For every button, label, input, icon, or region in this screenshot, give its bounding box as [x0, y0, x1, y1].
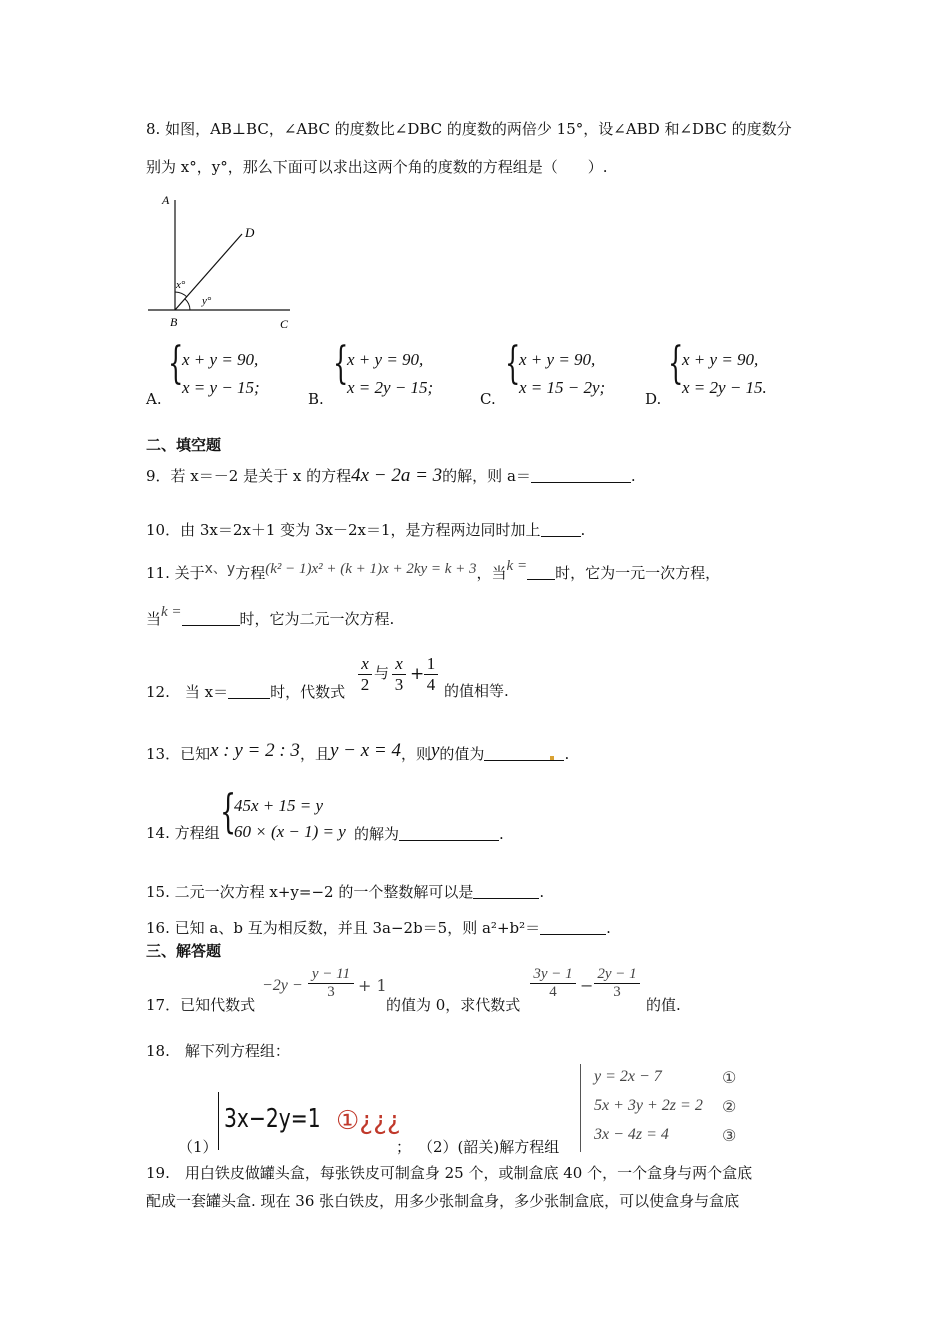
q9-blank: [531, 468, 631, 483]
q8-line1: 8. 如图，AB⊥BC，∠ABC 的度数比∠DBC 的度数的两倍少 15°，设∠ABD 和∠DBC 的度数分: [146, 120, 792, 138]
q18-title: 18. 解下列方程组：: [146, 1042, 290, 1060]
q13-blank: [484, 746, 564, 761]
q18-part1-brace: [218, 1092, 221, 1150]
q11-line1: 11. 关于x、y方程(k² − 1)x² + (k + 1)x + 2ky = k + 3，当k = 时，它为一元一次方程，: [146, 558, 721, 582]
angle-figure: [140, 192, 310, 332]
q17-frac3: $\frac{2y - 1}{3}$: [594, 966, 640, 1001]
q12-frac3: $\frac{1}{4}$: [424, 654, 438, 695]
q18-part1-mark: ①¿¿¿: [336, 1106, 401, 1136]
label-d: D: [245, 225, 255, 240]
option-d-label: D.: [645, 390, 662, 408]
q18-part2-label: （2）(韶关)解方程组: [418, 1138, 560, 1156]
q12-blank: [228, 684, 270, 699]
label-c: C: [280, 317, 289, 331]
option-a-label: A.: [146, 390, 162, 408]
q10: 10．由 3x＝2x＋1 变为 3x－2x＝1，是方程两边同时加上 .: [146, 521, 586, 539]
label-y: y°: [202, 295, 212, 307]
q18-part1-eq: 3x−2y=1: [224, 1104, 321, 1134]
q16-blank: [540, 920, 606, 935]
q14-label: 14. 方程组: [146, 824, 220, 842]
q14-answer: 的解为 .: [354, 825, 504, 843]
option-b-label: B.: [308, 390, 324, 408]
q11-line2: 当k = 时，它为二元一次方程.: [146, 604, 395, 628]
q11-equation: (k² − 1)x² + (k + 1)x + 2ky = k + 3: [265, 561, 477, 577]
q12-frac1: $\frac{x}{2}$: [358, 654, 372, 695]
label-a: A: [162, 193, 170, 207]
label-x: x°: [176, 279, 186, 291]
q17-pre: 17．已知代数式: [146, 996, 256, 1014]
q18-part1-label: （1）: [178, 1138, 218, 1156]
q16: 16. 已知 a、b 互为相反数，并且 3a−2b＝5，则 a²+b²＝ .: [146, 919, 611, 937]
q19-line2: 配成一套罐头盒. 现在 36 张白铁皮，用多少张制盒身，多少张制盒底，可以使盒身与盒底: [146, 1192, 740, 1210]
section-heading-solve: 三、解答题: [146, 942, 222, 960]
q15: 15. 二元一次方程 x+y=−2 的一个整数解可以是 .: [146, 883, 545, 901]
q13: 13．已知x : y = 2 : 3，且y − x = 4，则y的值为 .: [146, 740, 570, 763]
q12-frac2: $\frac{x}{3}$: [392, 654, 406, 695]
q15-blank: [473, 884, 539, 899]
q17-frac1: $\frac{y - 11}{3}$: [308, 966, 354, 1001]
q10-blank: [541, 522, 581, 537]
q9: 9．若 x＝－2 是关于 x 的方程4x − 2a = 3的解，则 a＝ .: [146, 465, 636, 486]
q8-line2: 别为 x°，y°，那么下面可以求出这两个角的度数的方程组是（ ）.: [146, 158, 608, 176]
q9-equation: 4x − 2a = 3: [351, 465, 443, 486]
q14-blank: [399, 826, 499, 841]
label-b: B: [170, 315, 178, 329]
q17-frac2: $\frac{3y - 1}{4}$: [530, 966, 576, 1001]
section-heading-fill: 二、填空题: [146, 436, 222, 454]
option-c-label: C.: [480, 390, 496, 408]
q19-line1: 19. 用白铁皮做罐头盒，每张铁皮可制盒身 25 个，或制盒底 40 个，一个盒身与两个盒底: [146, 1164, 753, 1182]
q12-text: 12. 当 x＝ 时，代数式: [146, 683, 346, 701]
